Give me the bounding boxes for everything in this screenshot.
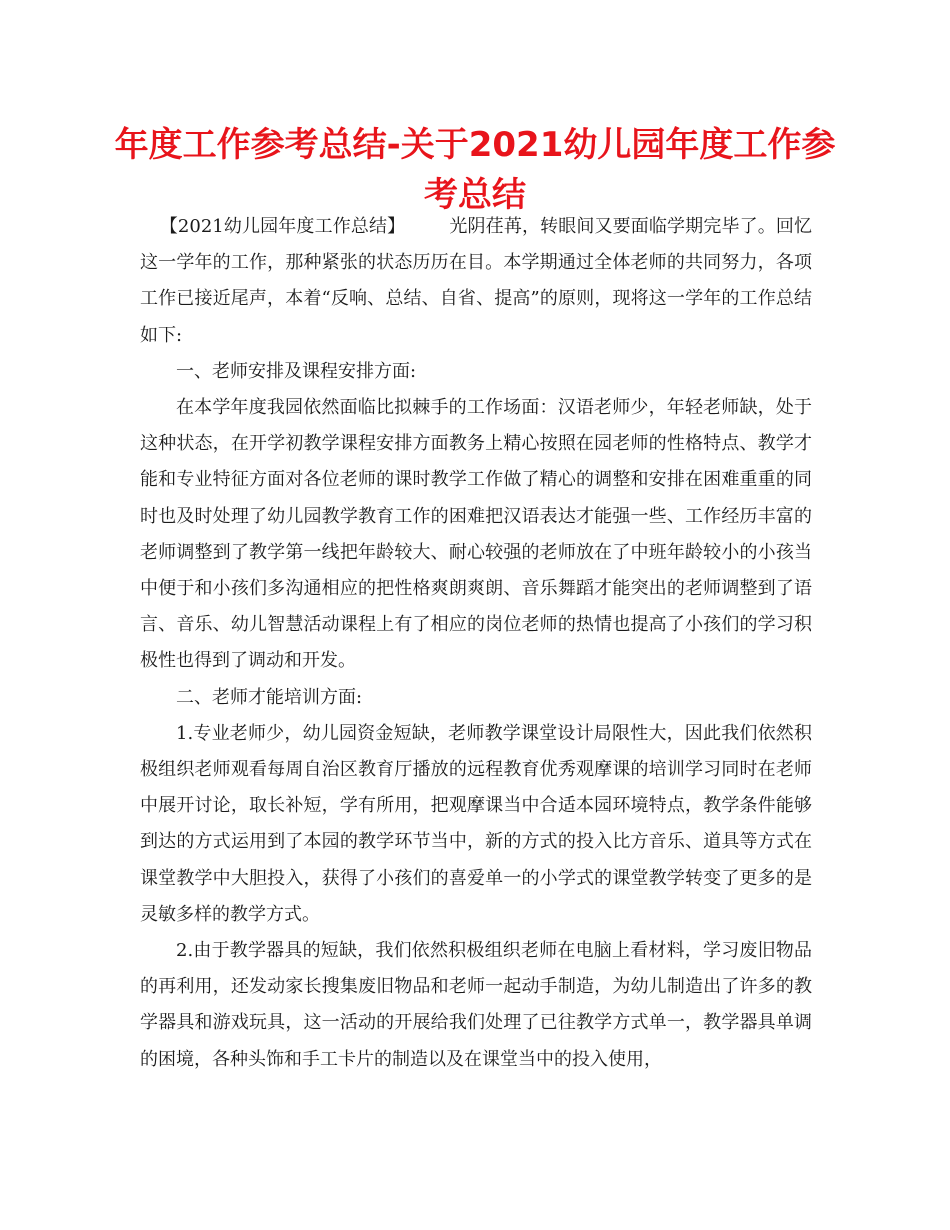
document-body: [140, 209, 812, 1078]
intro-paragraph: [140, 209, 812, 354]
intro-heading: 【2021幼儿园年度工作总结】: [159, 216, 406, 237]
section1-paragraph: 在本学年度我园依然面临比拟棘手的工作场面：汉语老师少，年轻老师缺，处于这种状态，在开学初教学课程安排方面教务上精心按照在园老师的性格特点、教学才能和专业特征方面对各位老师的课时教学工作做了精心的调整和安排在困难重重的同时也及时处理了幼儿园教学教育工作的困难把汉语表达才能强一些、工作经历丰富的老师调整到了教学第一线把年龄较大、耐心较强的老师放在了中班年龄较小的小孩当中便于和小孩们多沟通相应的把性格爽朗爽朗、音乐舞蹈才能突出的老师调整到了语言、音乐、幼儿智慧活动课程上有了相应的岗位老师的热情也提高了小孩们的学习积极性也得到了调动和开发。: [140, 397, 812, 672]
document-title: 年度工作参考总结-关于2021幼儿园年度工作参考总结: [114, 125, 836, 215]
section2-heading: 二、老师才能培训方面:: [176, 686, 363, 708]
section1-heading: 一、老师安排及课程安排方面:: [176, 360, 417, 382]
section2-item-1: 1.专业老师少，幼儿园资金短缺，老师教学课堂设计局限性大，因此我们依然积极组织老师观看每周自治区教育厅播放的远程教育优秀观摩课的培训学习同时在老师中展开讨论，取长补短，学有所用，把观摩课当中合适本园环境特点，教学条件能够到达的方式运用到了本园的教学环节当中，新的方式的投入比方音乐、道具等方式在课堂教学中大胆投入，获得了小孩们的喜爱单一的小学式的课堂教学转变了更多的是灵敏多样的教学方式。: [140, 722, 812, 925]
intro-text: 光阴荏苒，转眼间又要面临学期完毕了。回忆这一学年的工作，那种紧张的状态历历在目。本学期通过全体老师的共同努力，各项工作已接近尾声，本着“反响、总结、自省、提高”的原则，现将这一学年的工作总结如下:: [140, 216, 813, 346]
section2-item-2: 2.由于教学器具的短缺，我们依然积极组织老师在电脑上看材料，学习废旧物品的再利用，还发动家长搜集废旧物品和老师一起动手制造，为幼儿制造出了许多的教学器具和游戏玩具，这一活动的开展给我们处理了已往教学方式单一，教学器具单调的困境，各种头饰和手工卡片的制造以及在课堂当中的投入使用，: [140, 940, 812, 1070]
